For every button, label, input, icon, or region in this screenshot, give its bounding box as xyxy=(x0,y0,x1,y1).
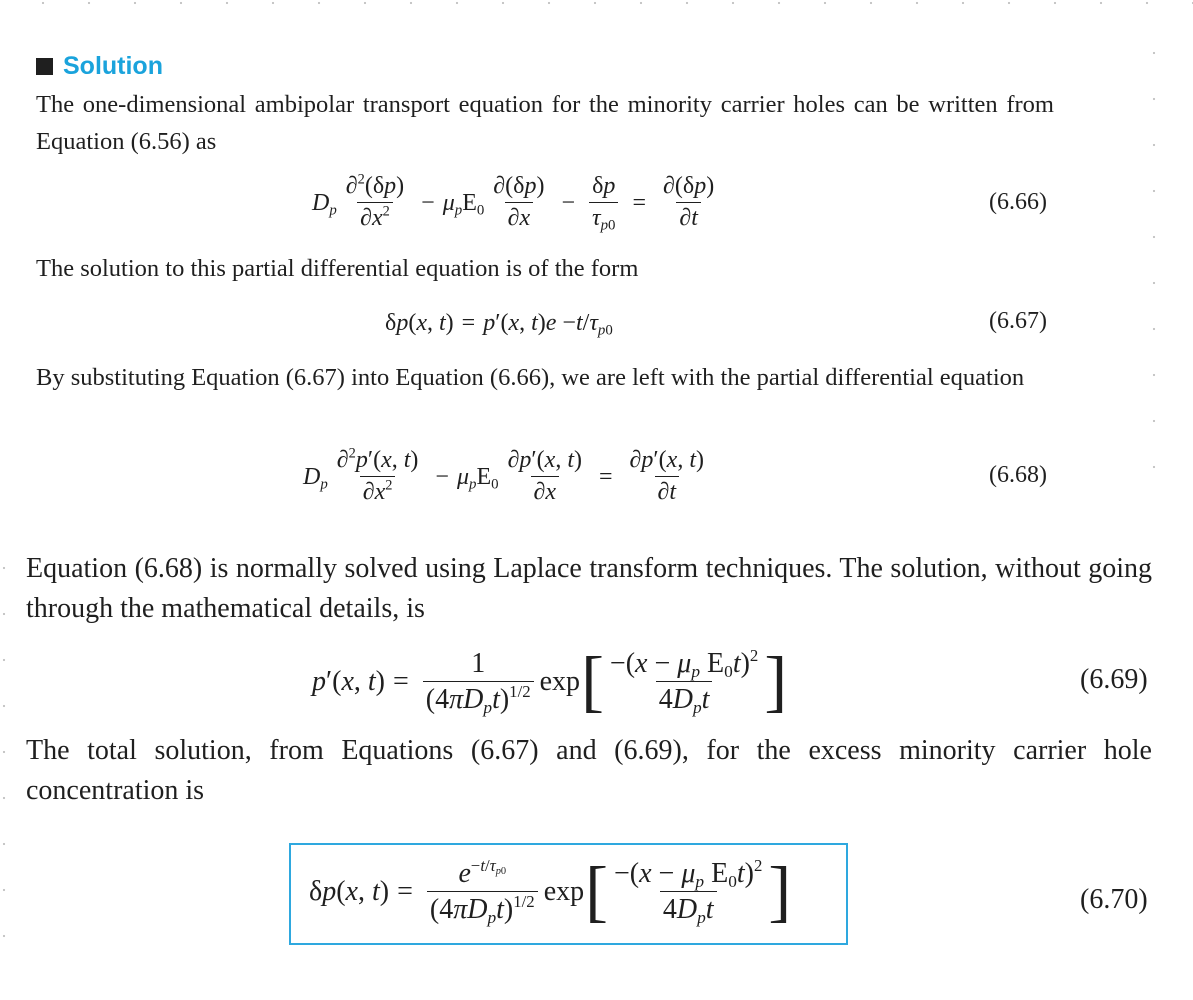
paragraph-total-solution: The total solution, from Equations (6.67) and (6.69), for the excess minority carrier hole concentration is xyxy=(26,735,1152,806)
paragraph-intro: The one-dimensional ambipolar transport equation for the minority carrier holes can be written from Equation (6.56) as xyxy=(36,91,1054,155)
paragraph-substitution: By substituting Equation (6.67) into Equation (6.66), we are left with the partial differential equation xyxy=(36,364,1025,391)
black-square-icon xyxy=(36,58,53,75)
equation-number-6-67: (6.67) xyxy=(989,308,1047,334)
decorative-dot-border-top xyxy=(0,0,1193,6)
equation-number-6-68: (6.68) xyxy=(989,462,1047,488)
decorative-dot-grid-right xyxy=(1132,30,1193,510)
section-heading xyxy=(36,49,163,83)
equation-6-69: p′(x, t) = $\frac{1}{(4\pi D_pt)^{1/2}}$ exp [ $\frac{-(x - \mu_p E_0t)^2}{4D_pt}$ ] xyxy=(312,643,788,720)
equation-6-66: $D_p$ $\frac{\partial^2(\delta p)}{\partial x^2}$ − $\mu_pE_0$ $\frac{\partial(\delta p)}{\partial x}$ − $\frac{\delta p}{\tau_{p0}}$ = $\frac{\partial(\delta p)}{\partial t}$ xyxy=(312,172,715,234)
paragraph-laplace: Equation (6.68) is normally solved using Laplace transform techniques. The solution, without going through the mathematical details, is xyxy=(26,553,1152,624)
equation-6-70: δp(x, t) = $\frac{e^{-t/\tau_{p0}}}{(4\pi D_pt)^{1/2}}$ exp [ $\frac{-(x - \mu_p E_0t)^2}{4D_pt}$ ] xyxy=(309,853,792,930)
equation-6-67: δp(x, t) = p′(x, $t)e -t/\tau_{p0}$ xyxy=(385,309,613,338)
equation-number-6-69: (6.69) xyxy=(1080,664,1148,695)
equation-number-6-70: (6.70) xyxy=(1080,884,1148,915)
paragraph-solution-form: The solution to this partial differential equation is of the form xyxy=(36,255,639,282)
decorative-dot-border-left xyxy=(0,545,8,975)
equation-number-6-66: (6.66) xyxy=(989,189,1047,215)
section-heading-text: Solution xyxy=(63,51,163,80)
equation-6-68: $D_p$ $\frac{\partial^2p'(x, t)}{\partial x^2}$ − $\mu_pE_0$ $\frac{\partial p'(x, t)}{\partial x}$ = $\frac{\partial p'(x, t)}{\partial t}$ xyxy=(303,446,704,505)
